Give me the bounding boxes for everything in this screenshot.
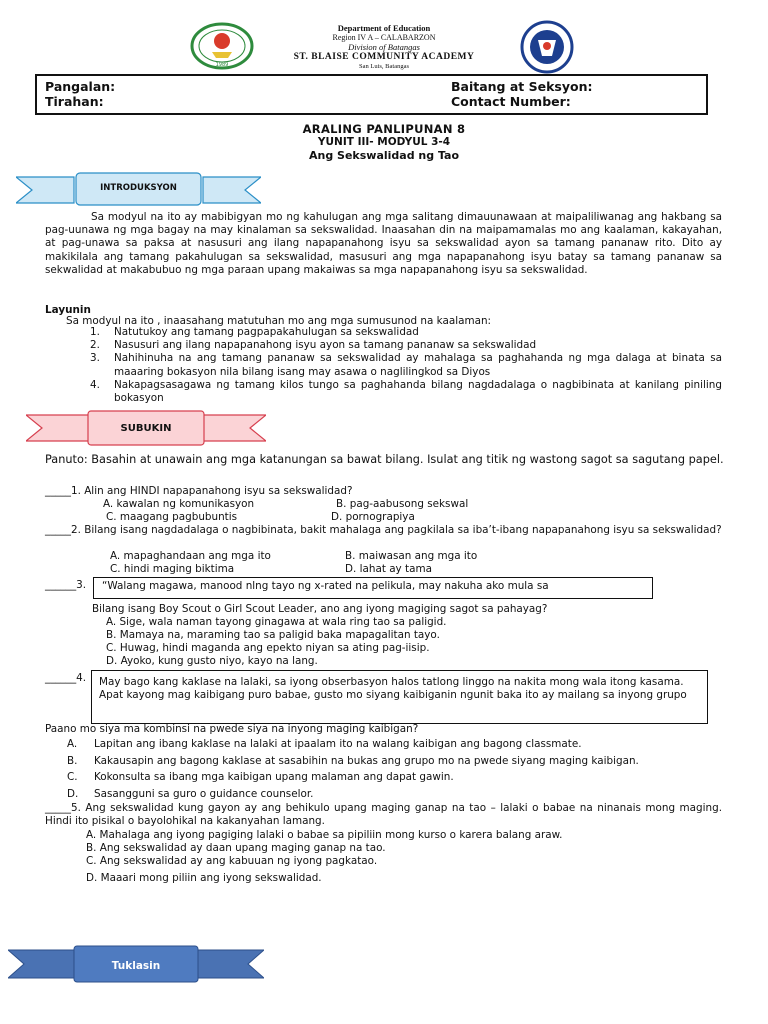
question-4-scenario-box	[91, 670, 708, 724]
q4-option-c-num: C.	[67, 771, 78, 783]
layunin-intro: Sa modyul na ito , inaasahang matutuhan mo ang mga sumusunod na kaalaman:	[66, 315, 492, 327]
q3-quote: “Walang magawa, manood nlng tayo ng x-rated na pelikula, may nakuha ako mula sa	[102, 580, 549, 592]
tuklasin-banner	[8, 944, 264, 986]
q5-option-a: A. Mahalaga ang iyong pagiging lalaki o babae sa pipiliin mong kurso o karera balang araw.	[86, 829, 563, 841]
grade-section-label: Baitang at Seksyon:	[451, 79, 593, 94]
student-info-box	[35, 74, 708, 115]
subukin-label: SUBUKIN	[120, 423, 172, 434]
name-label: Pangalan:	[45, 79, 116, 94]
q1-option-d: D. pornograpiya	[331, 511, 415, 523]
topic-title: Ang Sekswalidad ng Tao	[308, 149, 460, 162]
header-location: San Luis, Batangas	[358, 63, 409, 70]
introduksyon-banner	[16, 172, 261, 208]
q3-option-b: B. Mamaya na, maraming tao sa paligid baka mapagalitan tayo.	[106, 629, 440, 641]
question-4-blank: ______4.	[45, 672, 87, 684]
layunin-list	[90, 326, 722, 405]
layunin-heading: Layunin	[45, 304, 91, 316]
header-school: ST. BLAISE COMMUNITY ACADEMY	[293, 52, 475, 62]
question-4-stem: Paano mo siya ma kombinsi na pwede siya na inyong maging kaibigan?	[45, 723, 419, 735]
question-2-stem: _____2. Bilang isang nagdadalaga o nagbibinata, bakit mahalaga ang pagkilala sa iba’t-ibang napapanahong isyu sa sekswalidad?	[45, 524, 722, 536]
subukin-banner	[26, 409, 266, 449]
q2-option-c: C. hindi maging biktima	[110, 563, 235, 575]
q4-option-b: Kakausapin ang bagong kaklase at sasabihin na bukas ang grupo mo na pwede siyang maging kaibigan.	[94, 755, 639, 767]
subject-title: ARALING PANLIPUNAN 8	[302, 122, 466, 136]
svg-text:1989: 1989	[215, 62, 229, 68]
q4-option-a: Lapitan ang ibang kaklase na lalaki at ipaalam ito na walang kaibigan ang bagong classmate.	[94, 738, 582, 750]
address-label: Tirahan:	[45, 94, 104, 109]
question-1-stem: _____1. Alin ang HINDI napapanahong isyu sa sekswalidad?	[45, 485, 353, 497]
panuto-text: Panuto: Basahin at unawain ang mga katanungan sa bawat bilang. Isulat ang titik ng wastong sagot sa sagutang papel.	[45, 453, 724, 466]
list-item: 2. Nasusuri ang ilang napapanahong isyu ayon sa tamang pananaw sa sekswalidad	[90, 339, 537, 352]
deped-seal-right	[516, 20, 578, 74]
q4-scenario: May bago kang kaklase na lalaki, sa iyong obserbasyon halos tatlong linggo na nakita mong wala itong kasama. Apat kayong mag kaibigang puro babae, gusto mo siyang kaibiganin ngunit baka ito ay mailang sa inyong grupo	[99, 676, 687, 701]
question-5-stem: _____5. Ang sekswalidad kung gayon ay ang behikulo upang maging ganap na tao – lalaki o babae na ninanais mong maging. Hindi ito pisikal o bayolohikal na kakanyahan lamang.	[45, 802, 722, 828]
question-3-stem: Bilang isang Boy Scout o Girl Scout Leader, ano ang iyong magiging sagot sa pahayag?	[92, 603, 548, 615]
question-3-blank: ______3.	[45, 579, 87, 591]
q4-option-a-num: A.	[67, 738, 78, 750]
q3-option-a: A. Sige, wala naman tayong ginagawa at wala ring tao sa paligid.	[106, 616, 447, 628]
q4-option-d: Sasangguni sa guro o guidance counselor.	[94, 788, 314, 800]
q2-option-a: A. mapaghandaan ang mga ito	[110, 550, 271, 562]
q4-option-c: Kokonsulta sa ibang mga kaibigan upang malaman ang dapat gawin.	[94, 771, 454, 783]
q5-option-b: B. Ang sekswalidad ay daan upang maging ganap na tao.	[86, 842, 386, 854]
q5-option-c: C. Ang sekswalidad ay ang kabuuan ng iyong pagkatao.	[86, 855, 378, 867]
question-3-quote-box	[93, 577, 653, 599]
q3-option-c: C. Huwag, hindi maganda ang epekto niyan sa ating pag-iisip.	[106, 642, 430, 654]
q1-option-a: A. kawalan ng komunikasyon	[103, 498, 255, 510]
list-item: 3. Nahihinuha na ang tamang pananaw sa sekswalidad ay mahalaga sa paghahanda ng mga dalaga at binata sa maaaring bokasyon nila bilang isang may asawa o naglilingkod sa Diyos	[90, 352, 722, 378]
q2-option-b: B. maiwasan ang mga ito	[345, 550, 478, 562]
intro-paragraph: Sa modyul na ito ay mabibigyan mo ng kahulugan ang mga salitang dimauunawaan at maipaliliwanag ang hakbang sa pag-uunawa ng mga bagay na may kinalaman sa sekswalidad. Inaasahan din na maipamamalas mo ang kaalaman, kakayahan, at pag-unawa sa paksa at nasusuri ang ilang napapanahong isyu sa sekswalidad ayon sa tamang pananaw rito. Dito ay makikilala ang tamang pakahulugan sa sekswalidad, masusuri ang mga napapanahong isyu batay sa tamang pananaw sa sekwalidad at makabubuo ng mga paraan upang makaiwas sa mga napapanahong isyu sa sekswalidad.	[45, 211, 722, 276]
q5-option-d: D. Maaari mong piliin ang iyong sekswalidad.	[86, 872, 322, 884]
introduksyon-label: INTRODUKSYON	[100, 183, 177, 193]
list-item: 1. Natutukoy ang tamang pagpapakahulugan sa sekswalidad	[90, 326, 419, 338]
q3-option-d: D. Ayoko, kung gusto niyo, kayo na lang.	[106, 655, 318, 667]
header-division: Division of Batangas	[348, 42, 420, 52]
q4-option-b-num: B.	[67, 755, 78, 767]
list-item: 4. Nakapagsasagawa ng tamang kilos tungo sa paghahanda bilang nagdadalaga o nagbibinata at kanilang piniling bokasyon	[90, 378, 722, 405]
school-seal-left	[190, 22, 254, 70]
tuklasin-label: Tuklasin	[111, 960, 161, 972]
q2-option-d: D. lahat ay tama	[345, 563, 432, 575]
contact-number-label: Contact Number:	[451, 94, 571, 109]
q1-option-b: B. pag-aabusong sekswal	[336, 498, 469, 510]
header-dept: Department of Education	[337, 23, 431, 33]
header-region: Region IV A – CALABARZON	[332, 33, 436, 42]
unit-title: YUNIT III- MODYUL 3-4	[317, 136, 451, 148]
q4-option-d-num: D.	[67, 788, 79, 800]
q1-option-c: C. maagang pagbubuntis	[106, 511, 238, 523]
